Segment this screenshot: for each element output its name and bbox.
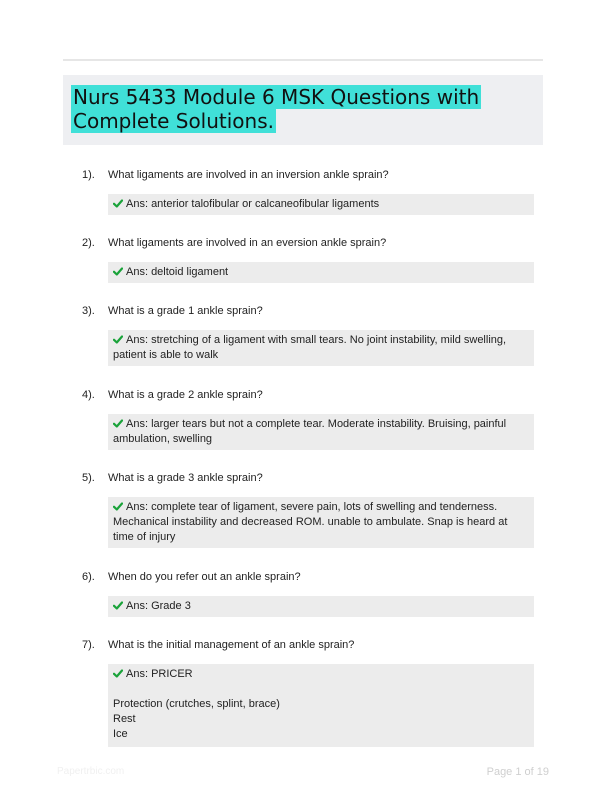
check-icon [113, 335, 123, 344]
answer-line: Rest [113, 713, 136, 725]
question-number: 6). [82, 571, 95, 583]
question-number: 5). [82, 472, 95, 484]
question-text: What is a grade 3 ankle sprain? [108, 472, 263, 484]
question-number: 1). [82, 169, 95, 181]
question-number: 2). [82, 237, 95, 249]
question-text: What is a grade 2 ankle sprain? [108, 389, 263, 401]
footer-watermark: Papertrbic.com [57, 766, 125, 777]
document-title: Nurs 5433 Module 6 MSK Questions with Complete Solutions. [73, 85, 480, 133]
check-icon [113, 502, 123, 511]
blank-line [113, 682, 529, 697]
question-text: What is a grade 1 ankle sprain? [108, 305, 263, 317]
answer-text: Ans: complete tear of ligament, severe pain, lots of swelling and tenderness. Mechanical instability and decreased ROM. unable to ambulate. Snap is heard at time of injury [113, 501, 508, 543]
answer-text: Ans: PRICER [126, 668, 193, 680]
check-icon [113, 199, 123, 208]
answer-text: Ans: Grade 3 [126, 600, 191, 612]
answer-box [108, 262, 534, 283]
question-text: What is the initial management of an ankle sprain? [108, 639, 355, 651]
question-number: 4). [82, 389, 95, 401]
page-number: Page 1 of 19 [486, 766, 549, 778]
answer-text: Ans: deltoid ligament [126, 266, 229, 278]
check-icon [113, 419, 123, 428]
check-icon [113, 267, 123, 276]
question-number: 7). [82, 639, 95, 651]
top-divider [63, 59, 543, 61]
answer-box [108, 194, 534, 215]
answer-text: Ans: anterior talofibular or calcaneofibular ligaments [126, 198, 380, 210]
title-block [63, 75, 543, 145]
answer-line: Protection (crutches, splint, brace) [113, 698, 280, 710]
answer-box [108, 664, 534, 747]
question-text: What ligaments are involved in an inversion ankle sprain? [108, 169, 389, 181]
check-icon [113, 601, 123, 610]
answer-text: Ans: stretching of a ligament with small tears. No joint instability, mild swelling, patient is able to walk [113, 334, 507, 361]
answer-text: Ans: larger tears but not a complete tear. Moderate instability. Bruising, painful ambulation, swelling [113, 418, 507, 445]
answer-box [108, 414, 534, 450]
answer-line: Ice [113, 728, 128, 740]
check-icon [113, 669, 123, 678]
answer-box [108, 596, 534, 617]
question-text: What ligaments are involved in an eversion ankle sprain? [108, 237, 387, 249]
answer-box [108, 497, 534, 548]
question-number: 3). [82, 305, 95, 317]
answer-box [108, 330, 534, 366]
question-text: When do you refer out an ankle sprain? [108, 571, 301, 583]
